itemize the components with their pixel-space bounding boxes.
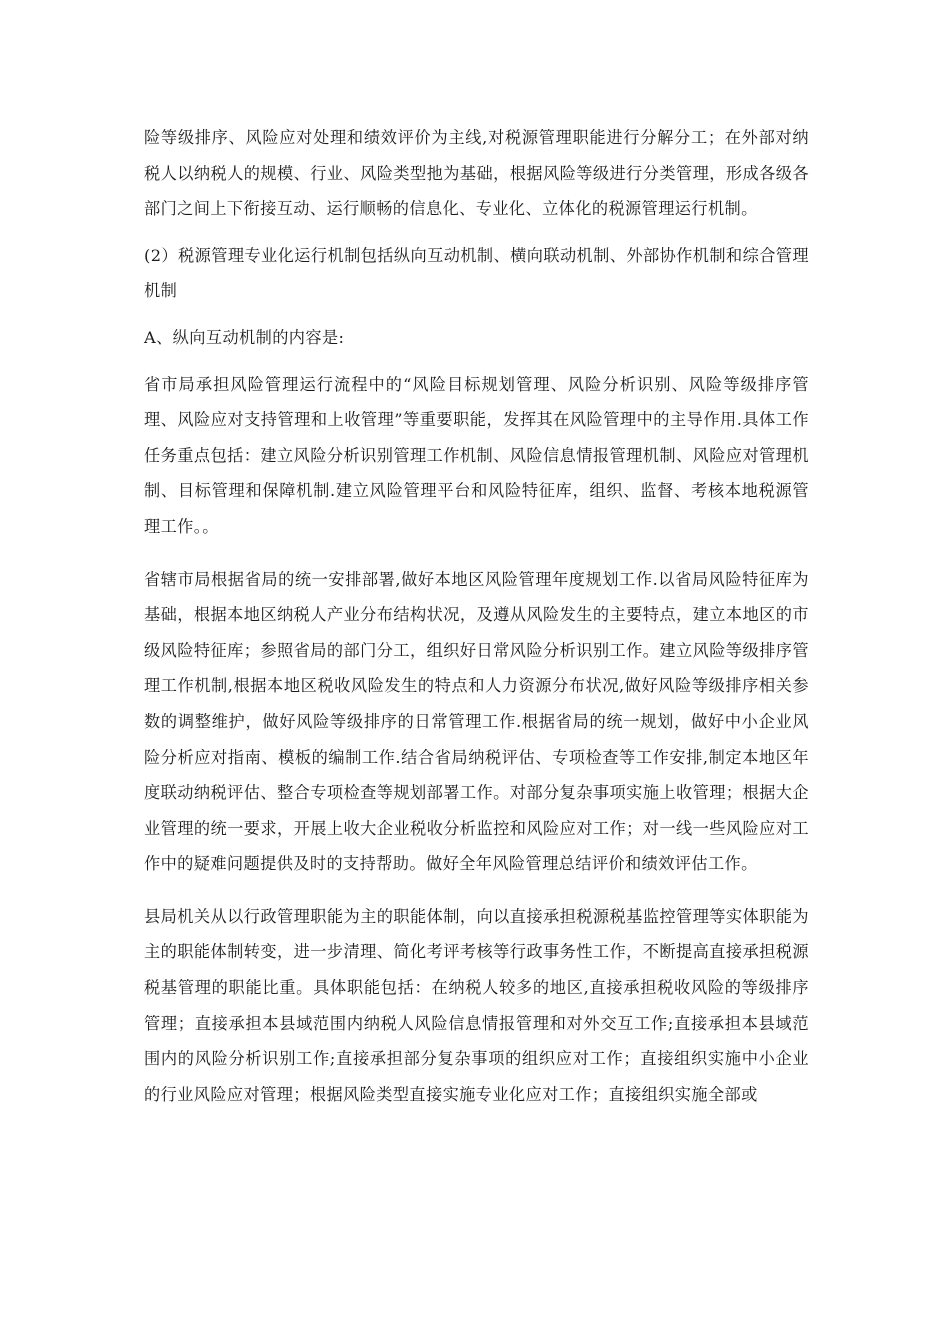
paragraph-1: 险等级排序、风险应对处理和绩效评价为主线,对税源管理职能进行分解分工；在外部对纳税人以纳税人的规模、行业、风险类型扡为基础，根据风险等级进行分类管理，形成各级各部门之间上下衔接互动、运行顺畅的信息化、专业化、立体化的税源管理运行机制。 bbox=[144, 128, 809, 219]
document-page bbox=[144, 120, 809, 1112]
paragraph-5: 省辖市局根据省局的统一安排部署,做好本地区风险管理年度规划工作.以省局风险特征库为基础，根据本地区纳税人产业分布结构状况，及遵从风险发生的主要特点，建立本地区的市级风险特征库；参照省局的部门分工，组织好日常风险分析识别工作。建立风险等级排序管理工作机制,根据本地区税收风险发生的特点和人力资源分布状况,做好风险等级排序相关参数的调整维护，做好风险等级排序的日常管理工作.根据省局的统一规划，做好中小企业风险分析应对指南、模板的编制工作.结合省局纳税评估、专项检查等工作安排,制定本地区年度联动纳税评估、整合专项检查等规划部署工作。对部分复杂事项实施上收管理；根据大企业管理的统一要求，开展上收大企业税收分析监控和风险应对工作；对一线一些风险应对工作中的疑难问题提供及时的支持帮助。做好全年风险管理总结评价和绩效评估工作。 bbox=[144, 569, 809, 874]
paragraph-3: A、纵向互动机制的内容是: bbox=[144, 327, 345, 347]
paragraph-4: 省市局承担风险管理运行流程中的“风险目标规划管理、风险分析识别、风险等级排序管理、风险应对支持管理和上收管理”等重要职能，发挥其在风险管理中的主导作用.具体工作任务重点包括：建立风险分析识别管理工作机制、风险信息情报管理机制、风险应对管理机制、目标管理和保障机制.建立风险管理平台和风险特征库，组织、监督、考核本地税源管理工作。。 bbox=[144, 374, 809, 536]
paragraph-6: 县局机关从以行政管理职能为主的职能体制，向以直接承担税源税基监控管理等实体职能为主的职能体制转变，进一步清理、简化考评考核等行政事务性工作，不断提高直接承担税源税基管理的职能比重。具体职能包括：在纳税人较多的地区,直接承担税收风险的等级排序管理；直接承担本县域范围内纳税人风险信息情报管理和对外交互工作;直接承担本县域范围内的风险分析识别工作;直接承担部分复杂事项的组织应对工作；直接组织实施中小企业的行业风险应对管理；根据风险类型直接实施专业化应对工作；直接组织实施全部或 bbox=[144, 906, 809, 1104]
paragraph-2: (2）税源管理专业化运行机制包括纵向互动机制、横向联动机制、外部协作机制和综合管理机制 bbox=[144, 245, 809, 301]
